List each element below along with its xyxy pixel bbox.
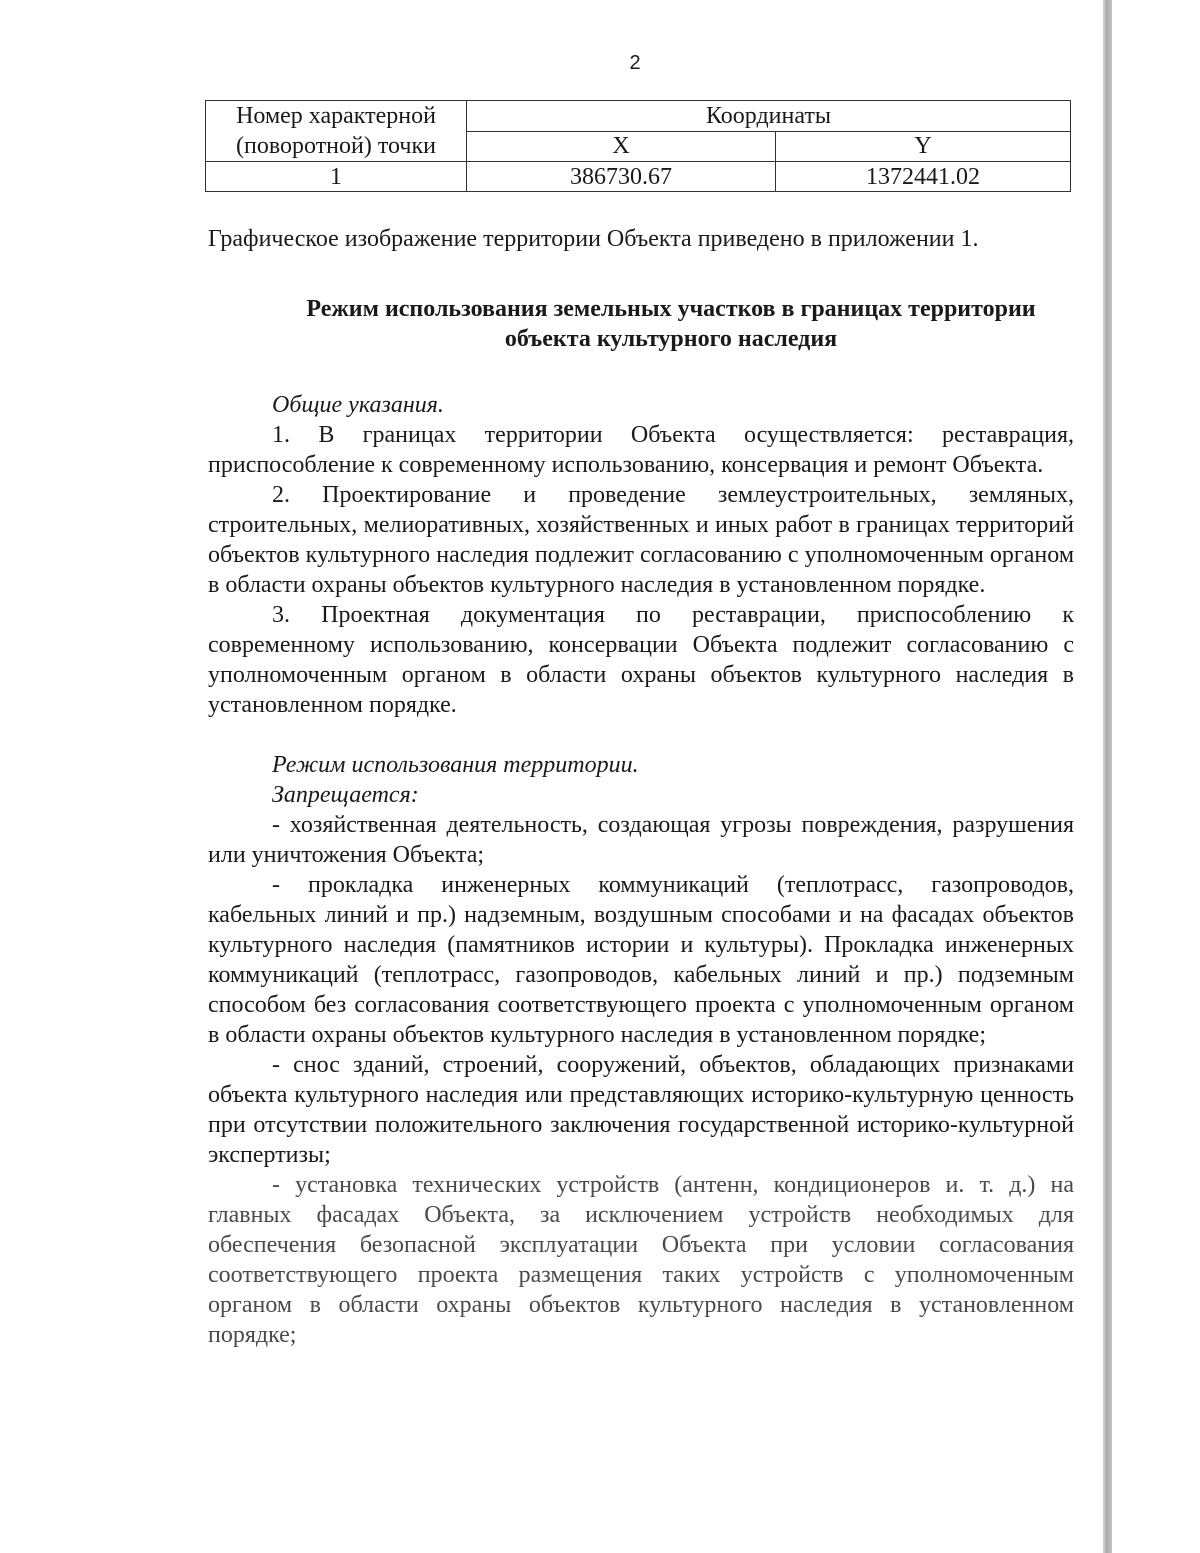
- intro-paragraph: Графическое изображение территории Объекта приведено в приложении 1.: [208, 226, 979, 252]
- page-number: 2: [629, 52, 641, 74]
- point-cell: 1: [206, 162, 467, 192]
- section-heading: Режим использования земельных участков в границах территории объекта культурного наследия: [306, 296, 1036, 352]
- y-cell: 1372441.02: [776, 162, 1071, 192]
- spacer: [208, 720, 1074, 750]
- prohibited-title: Запрещается:: [272, 782, 419, 808]
- document-body: [208, 224, 1074, 1350]
- header-coords-cell: Координаты: [467, 101, 1071, 132]
- coordinates-table: [205, 100, 1071, 192]
- header-y-cell: Y: [776, 131, 1071, 162]
- general-item-3: 3. Проектная документация по реставрации, приспособлению к современному использованию, консервации Объекта подлежит согласованию с уполномоченным органом в области охраны объектов культурного наследия в установленном порядке.: [208, 602, 1074, 718]
- prohibited-item-2: - прокладка инженерных коммуникаций (теплотрасс, газопроводов, кабельных линий и пр.) надземным, воздушным способами и на фасадах объектов культурного наследия (памятников истории и культуры). Прокладка инженерных коммуникаций (теплотрасс, газопроводов, кабельных линий и пр.) подземным способом без согласования соответствующего проекта с уполномоченным органом в области охраны объектов культурного наследия в установленном порядке;: [208, 872, 1074, 1048]
- header-x-cell: X: [467, 131, 776, 162]
- general-title: Общие указания.: [272, 392, 444, 418]
- table-row: [206, 162, 1071, 192]
- scan-edge: [1103, 0, 1112, 1553]
- table-header-row: [206, 101, 1071, 132]
- general-item-2: 2. Проектирование и проведение землеустроительных, земляных, строительных, мелиоративных, хозяйственных и иных работ в границах территорий объектов культурного наследия подлежит согласованию с уполномоченным органом в области охраны объектов культурного наследия в установленном порядке.: [208, 482, 1074, 598]
- prohibited-item-1: - хозяйственная деятельность, создающая угрозы повреждения, разрушения или уничтожения Объекта;: [208, 812, 1074, 868]
- x-cell: 386730.67: [467, 162, 776, 192]
- prohibited-item-4: - установка технических устройств (антенн, кондиционеров и. т. д.) на главных фасадах Объекта, за исключением устройств необходимых для обеспечения безопасной эксплуатации Объекта при условии согласования соответствующего проекта размещения таких устройств с уполномоченным органом в области охраны объектов культурного наследия в установленном порядке;: [208, 1172, 1074, 1348]
- prohibited-item-3: - снос зданий, строений, сооружений, объектов, обладающих признаками объекта культурного наследия или представляющих историко-культурную ценность при отсутствии положительного заключения государственной историко-культурной экспертизы;: [208, 1052, 1074, 1168]
- regime-title: Режим использования территории.: [272, 752, 639, 778]
- general-item-1: 1. В границах территории Объекта осуществляется: реставрация, приспособление к современному использованию, консервация и ремонт Объекта.: [208, 422, 1074, 478]
- header-point-cell: Номер характерной (поворотной) точки: [206, 101, 467, 162]
